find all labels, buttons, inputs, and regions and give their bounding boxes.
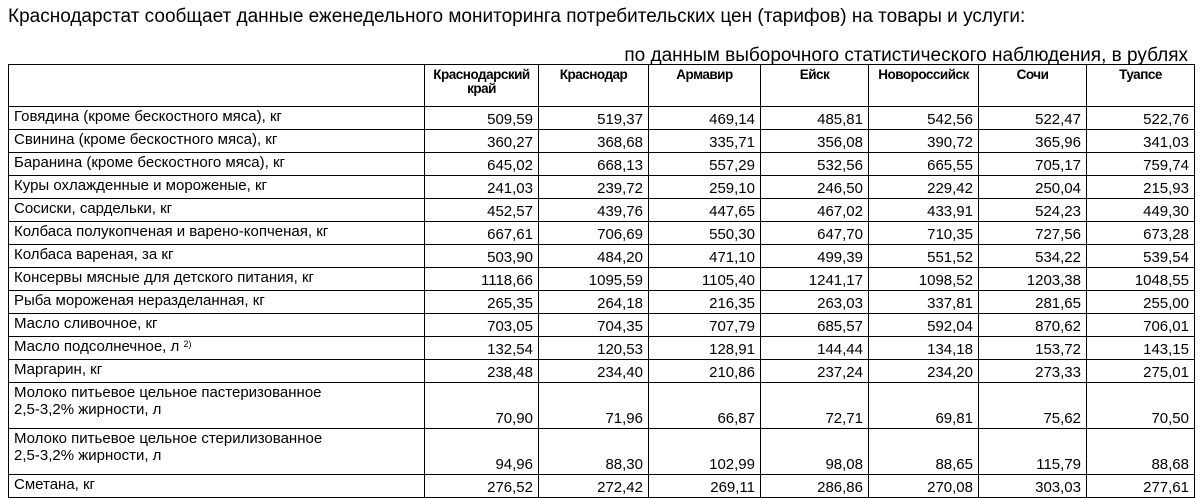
row-label-text: Маргарин, кг xyxy=(14,361,103,378)
price-cell: 120,53 xyxy=(539,337,649,360)
price-cell: 264,18 xyxy=(539,291,649,314)
price-cell: 645,02 xyxy=(425,153,539,176)
table-row xyxy=(9,130,1195,153)
table-row xyxy=(9,337,1195,360)
price-cell: 557,29 xyxy=(649,153,761,176)
price-cell: 70,90 xyxy=(425,383,539,429)
row-label xyxy=(9,245,425,268)
price-cell: 1203,38 xyxy=(979,268,1087,291)
row-label-text: Масло подсолнечное, л xyxy=(14,338,180,355)
row-label xyxy=(9,222,425,245)
price-cell: 75,62 xyxy=(979,383,1087,429)
price-cell: 499,39 xyxy=(761,245,869,268)
price-cell: 71,96 xyxy=(539,383,649,429)
price-cell: 234,40 xyxy=(539,360,649,383)
price-cell: 685,57 xyxy=(761,314,869,337)
price-cell: 88,65 xyxy=(869,429,979,475)
row-label xyxy=(9,360,425,383)
price-cell: 241,03 xyxy=(425,176,539,199)
price-cell: 229,42 xyxy=(869,176,979,199)
price-cell: 239,72 xyxy=(539,176,649,199)
price-cell: 704,35 xyxy=(539,314,649,337)
price-cell: 270,08 xyxy=(869,475,979,498)
price-cell: 265,35 xyxy=(425,291,539,314)
price-cell: 215,93 xyxy=(1087,176,1195,199)
price-cell: 471,10 xyxy=(649,245,761,268)
price-cell: 269,11 xyxy=(649,475,761,498)
price-cell: 390,72 xyxy=(869,130,979,153)
price-cell: 94,96 xyxy=(425,429,539,475)
price-cell: 276,52 xyxy=(425,475,539,498)
price-cell: 1241,17 xyxy=(761,268,869,291)
row-label xyxy=(9,107,425,130)
row-label xyxy=(9,475,425,498)
price-cell: 272,42 xyxy=(539,475,649,498)
price-cell: 1118,66 xyxy=(425,268,539,291)
price-cell: 522,76 xyxy=(1087,107,1195,130)
table-row xyxy=(9,291,1195,314)
table-row xyxy=(9,268,1195,291)
row-label-text: Масло сливочное, кг xyxy=(14,315,158,332)
row-label-text: Баранина (кроме бескостного мяса), кг xyxy=(14,154,286,171)
price-cell: 210,86 xyxy=(649,360,761,383)
price-cell: 484,20 xyxy=(539,245,649,268)
table-row xyxy=(9,360,1195,383)
header-cell-novorossiysk: Новороссийск xyxy=(869,65,979,107)
price-cell: 72,71 xyxy=(761,383,869,429)
header-cell-sochi: Сочи xyxy=(979,65,1087,107)
price-cell: 356,08 xyxy=(761,130,869,153)
price-cell: 134,18 xyxy=(869,337,979,360)
table-row xyxy=(9,475,1195,498)
price-cell: 1098,52 xyxy=(869,268,979,291)
price-cell: 449,30 xyxy=(1087,199,1195,222)
table-row xyxy=(9,222,1195,245)
price-cell: 255,00 xyxy=(1087,291,1195,314)
table-row xyxy=(9,153,1195,176)
price-cell: 275,01 xyxy=(1087,360,1195,383)
row-label xyxy=(9,176,425,199)
row-label-text: Молоко питьевое цельное пастеризованное xyxy=(14,384,322,401)
price-cell: 522,47 xyxy=(979,107,1087,130)
price-cell: 273,33 xyxy=(979,360,1087,383)
price-cell: 667,61 xyxy=(425,222,539,245)
table-row xyxy=(9,245,1195,268)
price-cell: 469,14 xyxy=(649,107,761,130)
row-label-text-line2: 2,5-3,2% жирности, л xyxy=(14,401,162,418)
table-body xyxy=(9,107,1195,498)
price-cell: 277,61 xyxy=(1087,475,1195,498)
price-cell: 870,62 xyxy=(979,314,1087,337)
price-cell: 485,81 xyxy=(761,107,869,130)
row-label xyxy=(9,429,425,475)
price-cell: 539,54 xyxy=(1087,245,1195,268)
header-cell-tuapse: Туапсе xyxy=(1087,65,1195,107)
price-cell: 503,90 xyxy=(425,245,539,268)
header-cell-yeysk: Ейск xyxy=(761,65,869,107)
row-label xyxy=(9,199,425,222)
row-label-text-line2: 2,5-3,2% жирности, л xyxy=(14,447,162,464)
price-cell: 281,65 xyxy=(979,291,1087,314)
price-cell: 592,04 xyxy=(869,314,979,337)
price-cell: 128,91 xyxy=(649,337,761,360)
row-label-text: Говядина (кроме бескостного мяса), кг xyxy=(14,108,283,125)
row-label-text: Рыба мороженая неразделанная, кг xyxy=(14,292,265,309)
price-cell: 759,74 xyxy=(1087,153,1195,176)
row-label xyxy=(9,130,425,153)
price-cell: 153,72 xyxy=(979,337,1087,360)
price-cell: 144,44 xyxy=(761,337,869,360)
price-cell: 439,76 xyxy=(539,199,649,222)
price-cell: 234,20 xyxy=(869,360,979,383)
price-cell: 532,56 xyxy=(761,153,869,176)
header-cell-krasnodar-krai: Краснодарский край xyxy=(425,65,539,107)
price-cell: 524,23 xyxy=(979,199,1087,222)
price-cell: 263,03 xyxy=(761,291,869,314)
price-cell: 542,56 xyxy=(869,107,979,130)
table-row xyxy=(9,383,1195,429)
table-row xyxy=(9,176,1195,199)
page-title: Краснодарстат сообщает данные еженедельного мониторинга потребительских цен (тарифов) на товары и услуги: xyxy=(8,6,1026,27)
table-row xyxy=(9,429,1195,475)
price-cell: 341,03 xyxy=(1087,130,1195,153)
price-cell: 286,86 xyxy=(761,475,869,498)
price-cell: 246,50 xyxy=(761,176,869,199)
price-cell: 706,01 xyxy=(1087,314,1195,337)
price-cell: 706,69 xyxy=(539,222,649,245)
price-cell: 551,52 xyxy=(869,245,979,268)
row-label-text: Колбаса полукопченая и варено-копченая, кг xyxy=(14,223,329,240)
price-cell: 673,28 xyxy=(1087,222,1195,245)
price-cell: 360,27 xyxy=(425,130,539,153)
price-cell: 238,48 xyxy=(425,360,539,383)
price-cell: 519,37 xyxy=(539,107,649,130)
row-label-text: Куры охлажденные и мороженые, кг xyxy=(14,177,267,194)
price-cell: 66,87 xyxy=(649,383,761,429)
price-cell: 452,57 xyxy=(425,199,539,222)
row-label xyxy=(9,153,425,176)
price-cell: 335,71 xyxy=(649,130,761,153)
price-cell: 447,65 xyxy=(649,199,761,222)
row-label xyxy=(9,314,425,337)
price-cell: 115,79 xyxy=(979,429,1087,475)
row-label-text: Сметана, кг xyxy=(14,476,96,493)
table-row xyxy=(9,107,1195,130)
price-cell: 1095,59 xyxy=(539,268,649,291)
table-header-row xyxy=(9,65,1195,107)
header-cell-krasnodar: Краснодар xyxy=(539,65,649,107)
price-cell: 433,91 xyxy=(869,199,979,222)
row-label-text: Консервы мясные для детского питания, кг xyxy=(14,269,314,286)
price-cell: 132,54 xyxy=(425,337,539,360)
price-cell: 707,79 xyxy=(649,314,761,337)
price-cell: 98,08 xyxy=(761,429,869,475)
row-label-text: Сосиски, сардельки, кг xyxy=(14,200,173,217)
price-cell: 337,81 xyxy=(869,291,979,314)
price-cell: 237,24 xyxy=(761,360,869,383)
price-table xyxy=(8,64,1195,498)
row-label xyxy=(9,337,425,360)
table-row xyxy=(9,199,1195,222)
price-cell: 88,30 xyxy=(539,429,649,475)
price-cell: 710,35 xyxy=(869,222,979,245)
row-label xyxy=(9,383,425,429)
price-cell: 647,70 xyxy=(761,222,869,245)
price-cell: 368,68 xyxy=(539,130,649,153)
price-cell: 467,02 xyxy=(761,199,869,222)
price-cell: 1105,40 xyxy=(649,268,761,291)
price-cell: 259,10 xyxy=(649,176,761,199)
price-cell: 534,22 xyxy=(979,245,1087,268)
footnote-mark: 2) xyxy=(183,339,192,349)
price-cell: 703,05 xyxy=(425,314,539,337)
price-cell: 1048,55 xyxy=(1087,268,1195,291)
price-cell: 102,99 xyxy=(649,429,761,475)
row-label-text: Колбаса вареная, за кг xyxy=(14,246,174,263)
price-cell: 705,17 xyxy=(979,153,1087,176)
price-cell: 143,15 xyxy=(1087,337,1195,360)
price-cell: 509,59 xyxy=(425,107,539,130)
units-subtitle: по данным выборочного статистического наблюдения, в рублях xyxy=(624,45,1188,66)
row-label-text: Свинина (кроме бескостного мяса), кг xyxy=(14,131,278,148)
header-cell-armavir: Армавир xyxy=(649,65,761,107)
header-cell-item xyxy=(9,65,425,107)
row-label xyxy=(9,268,425,291)
table-row xyxy=(9,314,1195,337)
price-cell: 69,81 xyxy=(869,383,979,429)
price-cell: 303,03 xyxy=(979,475,1087,498)
price-cell: 727,56 xyxy=(979,222,1087,245)
row-label-text: Молоко питьевое цельное стерилизованное xyxy=(14,430,323,447)
price-cell: 216,35 xyxy=(649,291,761,314)
price-cell: 250,04 xyxy=(979,176,1087,199)
price-cell: 550,30 xyxy=(649,222,761,245)
price-cell: 70,50 xyxy=(1087,383,1195,429)
price-cell: 665,55 xyxy=(869,153,979,176)
row-label xyxy=(9,291,425,314)
price-cell: 668,13 xyxy=(539,153,649,176)
price-cell: 88,68 xyxy=(1087,429,1195,475)
price-cell: 365,96 xyxy=(979,130,1087,153)
